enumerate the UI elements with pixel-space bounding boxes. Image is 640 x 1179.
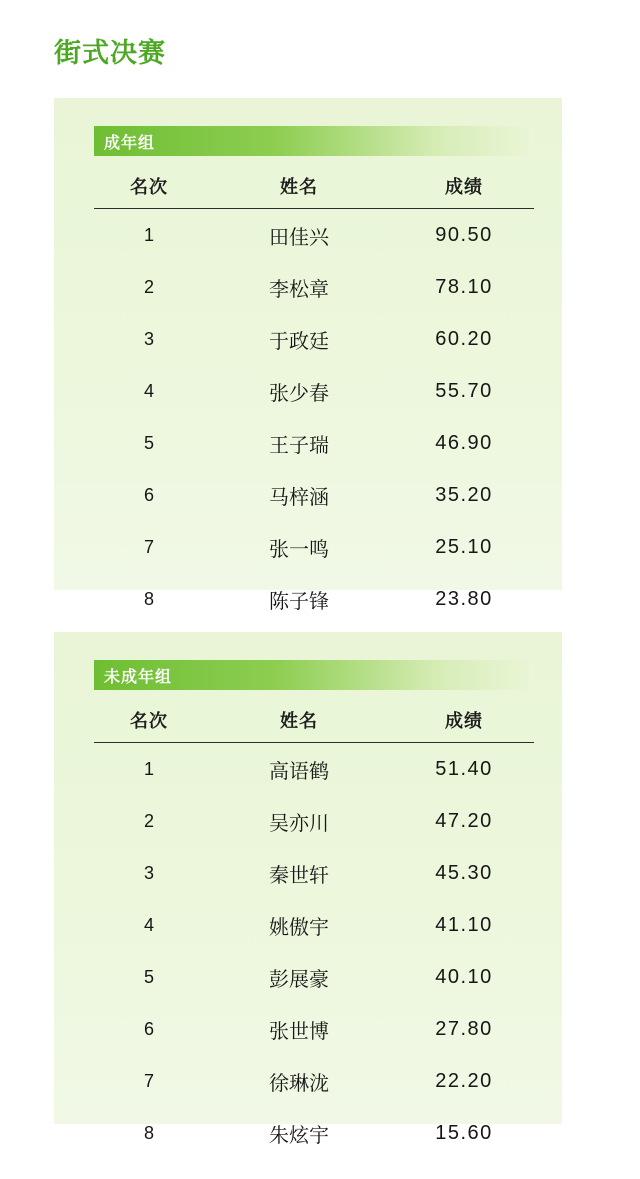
cell-score: 35.20 — [435, 484, 493, 506]
cell-name: 田佳兴 — [269, 227, 329, 249]
cell-name: 张世博 — [269, 1021, 329, 1043]
cell-name: 于政廷 — [269, 331, 329, 353]
column-header-name: 姓名 — [280, 711, 318, 731]
cell-score: 45.30 — [435, 862, 493, 884]
cell-score: 60.20 — [435, 328, 493, 350]
cell-rank: 7 — [143, 1071, 154, 1091]
cell-score: 46.90 — [435, 432, 493, 454]
table-row — [94, 573, 534, 625]
cell-name: 秦世轩 — [269, 865, 329, 887]
cell-rank: 4 — [143, 381, 154, 401]
cell-rank: 2 — [143, 277, 154, 297]
table-header-row — [94, 700, 534, 743]
results-table-adult — [94, 166, 534, 625]
group-badge-label: 未成年组 — [104, 668, 173, 686]
cell-score: 23.80 — [435, 588, 493, 610]
cell-score: 47.20 — [435, 810, 493, 832]
column-header-rank: 名次 — [130, 177, 168, 197]
table-row — [94, 1055, 534, 1107]
cell-rank: 6 — [143, 1019, 154, 1039]
column-header-name: 姓名 — [280, 177, 318, 197]
group-badge-adult — [94, 126, 534, 156]
table-row — [94, 313, 534, 365]
table-row — [94, 417, 534, 469]
table-row — [94, 899, 534, 951]
table-header-row — [94, 166, 534, 209]
cell-rank: 7 — [143, 537, 154, 557]
table-row — [94, 521, 534, 573]
cell-rank: 1 — [143, 759, 154, 779]
cell-rank: 6 — [143, 485, 154, 505]
cell-score: 55.70 — [435, 380, 493, 402]
table-row — [94, 469, 534, 521]
cell-name: 张少春 — [269, 383, 329, 405]
table-row — [94, 743, 534, 796]
cell-name: 张一鸣 — [269, 539, 329, 561]
cell-score: 25.10 — [435, 536, 493, 558]
results-panel-youth — [54, 632, 562, 1147]
column-header-score: 成绩 — [445, 711, 483, 731]
cell-score: 41.10 — [435, 914, 493, 936]
table-row — [94, 847, 534, 899]
cell-score: 15.60 — [435, 1122, 493, 1144]
table-row — [94, 1003, 534, 1055]
cell-score: 27.80 — [435, 1018, 493, 1040]
cell-name: 徐琳泷 — [269, 1073, 329, 1095]
cell-rank: 2 — [143, 811, 154, 831]
cell-score: 90.50 — [435, 224, 493, 246]
cell-rank: 5 — [143, 967, 154, 987]
table-row — [94, 365, 534, 417]
cell-rank: 8 — [143, 589, 154, 609]
cell-name: 陈子锋 — [269, 591, 329, 613]
results-panel-adult — [54, 98, 562, 613]
cell-name: 吴亦川 — [269, 813, 329, 835]
table-row — [94, 261, 534, 313]
cell-name: 王子瑞 — [269, 435, 329, 457]
cell-rank: 1 — [143, 225, 154, 245]
cell-name: 高语鹤 — [269, 761, 329, 783]
cell-rank: 5 — [143, 433, 154, 453]
cell-score: 22.20 — [435, 1070, 493, 1092]
cell-name: 姚傲宇 — [269, 917, 329, 939]
table-row — [94, 795, 534, 847]
cell-score: 51.40 — [435, 758, 493, 780]
cell-score: 78.10 — [435, 276, 493, 298]
cell-name: 彭展豪 — [269, 969, 329, 991]
cell-rank: 8 — [143, 1123, 154, 1143]
table-row — [94, 1107, 534, 1159]
table-row — [94, 209, 534, 262]
cell-rank: 3 — [143, 863, 154, 883]
table-row — [94, 951, 534, 1003]
column-header-score: 成绩 — [445, 177, 483, 197]
cell-name: 马梓涵 — [269, 487, 329, 509]
cell-name: 李松章 — [269, 279, 329, 301]
cell-name: 朱炫宇 — [269, 1125, 329, 1147]
cell-rank: 3 — [143, 329, 154, 349]
page-title: 街式决赛 — [54, 38, 166, 68]
group-badge-label: 成年组 — [104, 134, 156, 152]
cell-rank: 4 — [143, 915, 154, 935]
cell-score: 40.10 — [435, 966, 493, 988]
group-badge-youth — [94, 660, 534, 690]
results-table-youth — [94, 700, 534, 1159]
column-header-rank: 名次 — [130, 711, 168, 731]
